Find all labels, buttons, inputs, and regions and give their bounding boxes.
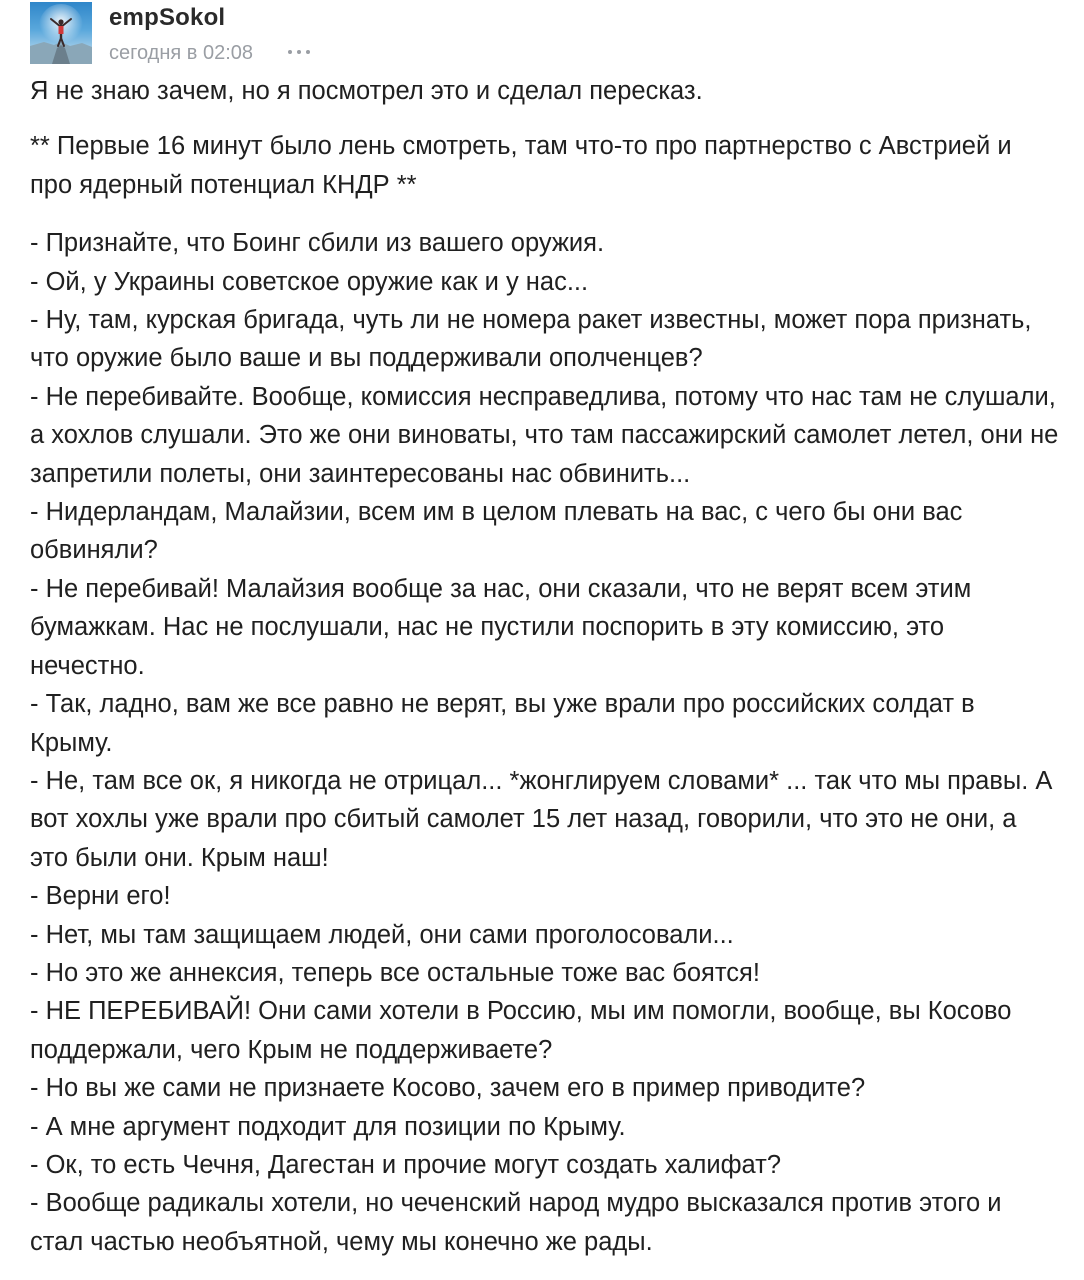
- dialogue: [30, 224, 1060, 1261]
- dialogue-line: - Нет, мы там защищаем людей, они сами проголосовали...: [30, 920, 734, 949]
- dialogue-line: - Не перебивайте. Вообще, комиссия несправедлива, потому что нас там не слушали, а хохлов слушали. Это же они виноваты, что там пассажирский самолет летел, они не запретили полеты, они заинтересованы нас обвинить...: [30, 382, 1059, 488]
- post-text: [30, 72, 1060, 1261]
- dialogue-line: - Нидерландам, Малайзии, всем им в целом плевать на вас, с чего бы они вас обвиняли?: [30, 498, 963, 565]
- post-timestamp[interactable]: сегодня в 02:08: [109, 42, 253, 64]
- more-horizontal-icon[interactable]: [286, 44, 312, 60]
- dialogue-line: - Вообще радикалы хотели, но чеченский народ мудро высказался против этого и стал частью необъятной, чему мы конечно же рады.: [30, 1189, 1002, 1256]
- avatar-image-icon: [30, 2, 92, 64]
- dialogue-line: - Так, ладно, вам же все равно не верят, вы уже врали про российских солдат в Крыму.: [30, 690, 975, 757]
- dialogue-line: - Ну, там, курская бригада, чуть ли не номера ракет известны, может пора признать, что оружие было ваше и вы поддерживали ополченцев?: [30, 306, 1032, 373]
- dialogue-line: - Не перебивай! Малайзия вообще за нас, они сказали, что не верят всем этим бумажкам. Нас не послушали, нас не пустили поспорить в эту комиссию, это нечестно.: [30, 574, 972, 680]
- dialogue-line: - Но это же аннексия, теперь все остальные тоже вас боятся!: [30, 958, 760, 987]
- paragraph-note: ** Первые 16 минут было лень смотреть, там что-то про партнерство с Австрией и про ядерный потенциал КНДР **: [30, 132, 1012, 199]
- avatar[interactable]: [30, 2, 92, 64]
- post-header: [30, 2, 1050, 66]
- author-name[interactable]: empSokol: [109, 4, 226, 31]
- dialogue-line: - Признайте, что Боинг сбили из вашего оружия.: [30, 229, 605, 258]
- paragraph-intro: Я не знаю зачем, но я посмотрел это и сделал пересказ.: [30, 77, 703, 105]
- dialogue-line: - Ок, то есть Чечня, Дагестан и прочие могут создать халифат?: [30, 1150, 782, 1179]
- dialogue-line: - Верни его!: [30, 882, 171, 911]
- dialogue-line: - Но вы же сами не признаете Косово, зачем его в пример приводите?: [30, 1074, 866, 1103]
- dialogue-line: - А мне аргумент подходит для позиции по Крыму.: [30, 1112, 626, 1141]
- dialogue-line: - НЕ ПЕРЕБИВАЙ! Они сами хотели в Россию, мы им помогли, вообще, вы Косово поддержали, чего Крым не поддерживаете?: [30, 997, 1012, 1064]
- dialogue-line: - Ой, у Украины советское оружие как и у нас...: [30, 267, 589, 296]
- dialogue-line: - Не, там все ок, я никогда не отрицал... *жонглируем словами* ... так что мы правы. А вот хохлы уже врали про сбитый самолет 15 лет назад, говорили, что это не они, а это были они. Крым наш!: [30, 766, 1053, 872]
